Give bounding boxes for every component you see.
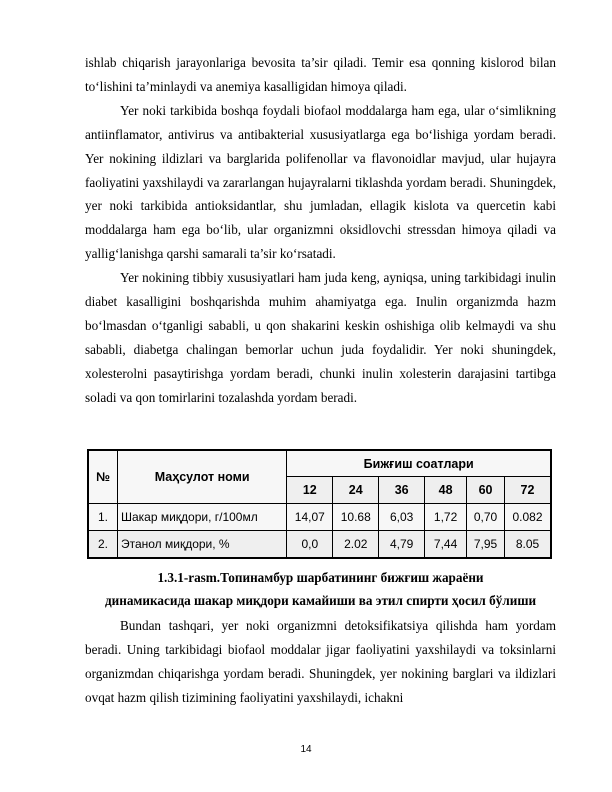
caption-line-2: динамикасида шакар миқдори камайиши ва этил спирти ҳосил бўлиши [104, 593, 537, 608]
paragraph-1: ishlab chiqarish jarayonlariga bevosita ta’sir qiladi. Temir esa qonning kislorod bilan to‘lishini ta’minlaydi va anemiya kasalligidan himoya qiladi. [85, 55, 556, 94]
column-group-fermentation-hours: Бижғиш соатлари [287, 451, 551, 477]
page-number: 14 [300, 744, 312, 755]
body-text-bottom [85, 614, 556, 710]
figure-caption [85, 566, 556, 612]
hour-header: 24 [333, 477, 379, 504]
table-cell: 4,79 [379, 531, 425, 558]
row-number: 2. [89, 531, 118, 558]
paragraph-2: Yer noki tarkibida boshqa foydali biofaol moddalarga ham ega, ular o‘simlikning antiinflamator, antivirus va antibakterial xususiyatlarga ega bo‘lishiga yordam beradi. Yer nokining ildizlari va barglarida polifenollar va flavonoidlar mavjud, ular hujayra faoliyatini yaxshilaydi va zararlangan hujayralarni tiklashda yordam beradi. Shuningdek, yer noki tarkibida antioksidantlar, shu jumladan, ellagik kislota va quercetin kabi moddalarga ham ega bo‘lib, ular organizmni oksidlovchi stressdan himoya qiladi va yallig‘lanishga qarshi samarali ta’sir ko‘rsatadi. [85, 102, 556, 262]
column-header-number: № [89, 451, 118, 504]
table-cell: 7,95 [467, 531, 505, 558]
row-number: 1. [89, 504, 118, 531]
table-cell: 14,07 [287, 504, 333, 531]
hour-header: 48 [425, 477, 467, 504]
hour-header: 12 [287, 477, 333, 504]
paragraph-4: Bundan tashqari, yer noki organizmni detoksifikatsiya qilishda ham yordam beradi. Uning tarkibidagi biofaol moddalar jigar faoliyatini yaxshilaydi va toksinlarni organizmdan chiqarishga yordam beradi. Shuningdek, yer nokining barglari va ildizlari ovqat hazm qilish tizimining faoliyatini yaxshilaydi, ichakni [85, 618, 556, 705]
hour-header: 72 [505, 477, 551, 504]
table-cell: 1,72 [425, 504, 467, 531]
table-cell: 0.082 [505, 504, 551, 531]
column-header-product-name: Маҳсулот номи [117, 451, 286, 504]
table-cell: 10.68 [333, 504, 379, 531]
table-cell: 0,70 [467, 504, 505, 531]
row-product-name: Шакар миқдори, г/100мл [117, 504, 286, 531]
row-product-name: Этанол миқдори, % [117, 531, 286, 558]
table-row [89, 531, 551, 558]
hour-header: 36 [379, 477, 425, 504]
table-row [89, 504, 551, 531]
table-cell: 8.05 [505, 531, 551, 558]
caption-line-1: 1.3.1-rasm.Топинамбур шарбатининг бижғиш жараёни [157, 570, 484, 585]
fermentation-table [87, 449, 552, 559]
table-cell: 6,03 [379, 504, 425, 531]
paragraph-3: Yer nokining tibbiy xususiyatlari ham juda keng, ayniqsa, uning tarkibidagi inulin diabet kasalligini boshqarishda muhim ahamiyatga ega. Inulin organizmda hazm bo‘lmasdan o‘tganligi sababli, u qon shakarini keskin oshishiga olib kelmaydi va shu sababli, diabetga chalingan bemorlar uchun juda foydalidir. Yer noki shuningdek, xolesterolni pasaytirishga yordam beradi, chunki inulin xolesterin darajasini tartibga soladi va qon tomirlarini tozalashda yordam beradi. [85, 270, 556, 405]
table-cell: 0,0 [287, 531, 333, 558]
table-cell: 2.02 [333, 531, 379, 558]
body-text-top [85, 51, 556, 410]
hour-header: 60 [467, 477, 505, 504]
table-cell: 7,44 [425, 531, 467, 558]
